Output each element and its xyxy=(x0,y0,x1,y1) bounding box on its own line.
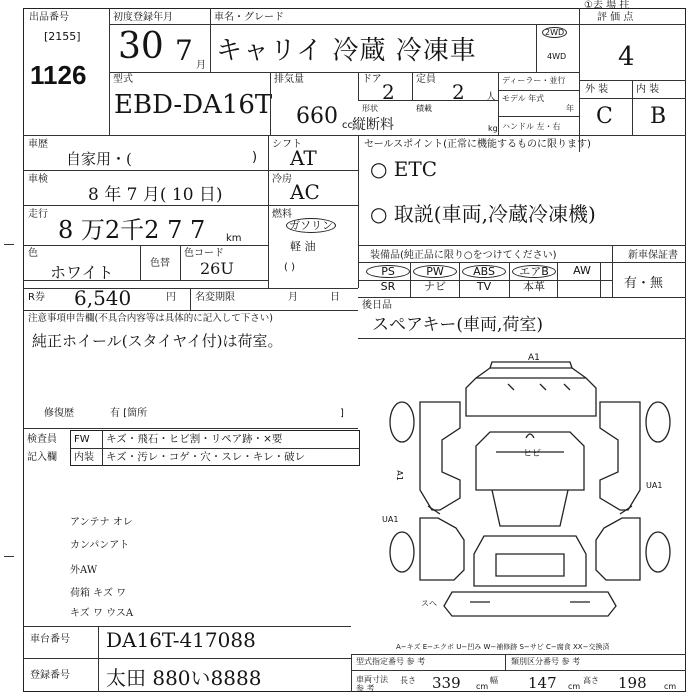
repair-value: 有 [箇所 xyxy=(110,408,148,419)
model-year-unit: 年 xyxy=(566,104,574,113)
width-value: 147 xyxy=(528,674,557,692)
sales-line1: ○ ETC xyxy=(370,157,438,181)
mark-left-ua1: UA1 xyxy=(382,515,399,524)
title-label: 名変期限 xyxy=(195,292,235,303)
notes-text: 純正ホイール(スタイヤイ付)は荷室。 xyxy=(32,332,283,350)
yen-unit: 円 xyxy=(166,292,176,303)
mark-right-ua1: UA1 xyxy=(646,481,663,490)
title-day: 日 xyxy=(330,292,340,303)
fuel-paren: ( ) xyxy=(284,262,295,273)
height-value: 198 xyxy=(618,674,647,692)
fuel-label: 燃料 xyxy=(272,209,292,220)
color-code-value: 26U xyxy=(200,259,234,278)
repair-close: ] xyxy=(340,408,344,419)
model-value: EBD-DA16T xyxy=(114,90,273,120)
shape-label: 形状 xyxy=(362,104,378,113)
history-close: ) xyxy=(252,150,258,165)
int-value: B xyxy=(650,104,667,129)
grade-label: 評 価 点 xyxy=(597,12,634,23)
chassis-label: 車台番号 xyxy=(30,634,70,645)
sales-line2: ○ 取説(車両,冷蔵冷凍機) xyxy=(370,202,596,226)
reg-month-suffix: 月 xyxy=(196,60,206,71)
load-label: 積載 xyxy=(416,104,432,113)
recycle-value: 6,540 xyxy=(74,286,132,310)
warranty-value: 有・無 xyxy=(624,276,664,291)
handnote-3: 荷箱 キズ ワ xyxy=(70,588,127,599)
model-label: 型式 xyxy=(113,74,133,85)
name-label: 車名・グレード xyxy=(214,12,284,23)
cap-unit: 人 xyxy=(486,92,496,103)
paint-label: 色替 xyxy=(150,258,170,269)
handnote-1: カンパンアト xyxy=(70,540,130,551)
reg-number-value: 太田 880い8888 xyxy=(106,666,262,690)
shift-label: シフト xyxy=(272,139,302,150)
ext-label: 外 装 xyxy=(585,84,609,95)
equipment-item-0-0: PS xyxy=(366,265,410,278)
venue-label: ①去 場 拄 xyxy=(584,0,630,11)
mark-bottom: スヘ xyxy=(421,599,437,608)
handnote-4: キズ ワ ウスA xyxy=(70,608,134,619)
door-label: ドア xyxy=(362,74,382,85)
mark-left-a1: A1 xyxy=(394,470,404,481)
later-label: 後日品 xyxy=(362,300,392,311)
lot-sub: [2155] xyxy=(44,30,81,43)
equipment-item-1-1: ナビ xyxy=(424,280,446,293)
color-label: 色 xyxy=(28,248,38,259)
equipment-label: 装備品(純正品に限り○をつけてください) xyxy=(370,250,557,261)
inspector-label: 検査員 xyxy=(27,434,57,445)
equipment-item-0-2: ABS xyxy=(462,265,506,278)
interior-label: 内装 xyxy=(74,452,94,463)
warranty-label: 新車保証書 xyxy=(628,250,678,261)
cc-value: 660 xyxy=(296,104,338,129)
name-value: キャリイ 冷蔵 冷凍車 xyxy=(216,36,477,66)
notes-label: 注意事項申告欄(不具合内容等は具体的に記入して下さい) xyxy=(28,313,273,324)
ac-label: 冷房 xyxy=(272,174,292,185)
handnote-0: アンテナ オレ xyxy=(70,517,133,528)
model-year-label: モデル 年式 xyxy=(502,94,545,103)
lot-label: 出品番号 xyxy=(29,12,69,23)
damage-legend: A−キズ E−エクボ U−凹み W−補修跡 S−サビ C−腐食 XX−交換済 xyxy=(396,643,610,651)
recycle-label: R券 xyxy=(28,292,45,303)
equipment-item-0-3: エアB xyxy=(512,265,556,278)
reg-number-label: 登録番号 xyxy=(30,670,70,681)
cc-note: 縦断料 xyxy=(352,117,394,133)
shift-value: AT xyxy=(290,146,317,170)
inspection-row2: キズ・汚レ・コゲ・穴・スレ・キレ・破レ xyxy=(106,451,306,463)
cc-label: 排気量 xyxy=(274,74,304,85)
title-month: 月 xyxy=(288,292,298,303)
lot-number: 1126 xyxy=(30,60,87,90)
drive-2wd: 2WD xyxy=(542,28,567,37)
equipment-item-1-3: 本革 xyxy=(523,280,545,293)
grade-value: 4 xyxy=(618,42,635,72)
height-cm: cm xyxy=(664,682,677,691)
mark-hibi: ヒビ xyxy=(523,449,542,459)
cap-label: 定員 xyxy=(416,74,436,85)
class-label: 類別区分番号 参 考 xyxy=(511,657,581,666)
mark-a1-top: A1 xyxy=(528,353,540,363)
inspect-label: 車検 xyxy=(28,174,48,185)
int-label: 内 装 xyxy=(636,84,660,95)
door-value: 2 xyxy=(382,80,395,104)
ac-value: AC xyxy=(290,180,320,204)
width-label: 幅 xyxy=(490,676,498,685)
history-value: 自家用・( xyxy=(66,150,132,168)
length-value: 339 xyxy=(432,674,461,692)
fuel-petrol: ガソリン xyxy=(286,220,336,231)
equipment-item-1-0: SR xyxy=(380,280,396,293)
handle-label: ハンドル 左・右 xyxy=(502,122,561,131)
fw-label: FW xyxy=(74,434,90,445)
sales-label: セールスポイント(正常に機能するものに限ります) xyxy=(364,139,591,150)
chassis-value: DA16T-417088 xyxy=(106,628,256,652)
width-cm: cm xyxy=(568,682,581,691)
mileage-value: 8 万2千2 7 7 xyxy=(58,216,206,244)
cap-value: 2 xyxy=(452,80,465,104)
handnote-2: 外AW xyxy=(70,565,98,576)
later-text: スペアキー(車両,荷室) xyxy=(372,315,543,335)
history-label: 車歴 xyxy=(28,139,48,150)
reg-label: 初度登録年月 xyxy=(113,12,173,23)
drive-4wd: 4WD xyxy=(547,52,567,61)
mileage-label: 走行 xyxy=(28,209,48,220)
equipment-item-0-4: AW xyxy=(573,264,591,277)
fuel-diesel: 軽 油 xyxy=(290,240,316,253)
equipment-item-1-2: TV xyxy=(476,280,492,293)
km-unit: km xyxy=(226,233,242,244)
height-label: 高さ xyxy=(583,676,599,685)
model-num-label: 型式指定番号 参 考 xyxy=(356,657,426,666)
length-cm: cm xyxy=(476,682,489,691)
repair-label: 修復歴 xyxy=(44,408,74,419)
color-value: ホワイト xyxy=(50,263,114,282)
inspect-value: 8 年 7 月( 10 日) xyxy=(88,185,223,205)
entry-label: 記入欄 xyxy=(27,452,57,463)
cc-unit: cc xyxy=(342,120,353,131)
kg-unit: kg xyxy=(488,124,498,133)
color-code-label: 色コード xyxy=(184,248,224,259)
reg-year: 30 xyxy=(118,26,164,67)
reg-month: 7 xyxy=(175,34,193,67)
length-label: 長さ xyxy=(400,676,416,685)
vehicle-diagram xyxy=(380,340,680,640)
inspection-row1: キズ・飛石・ヒビ割・リペア跡・×要 xyxy=(106,433,283,445)
dealer-label: ディーラー・並行 xyxy=(502,76,566,85)
size-label: 車両寸法 参 考 xyxy=(356,675,388,693)
equipment-item-0-1: PW xyxy=(413,265,457,278)
ext-value: C xyxy=(596,104,613,129)
